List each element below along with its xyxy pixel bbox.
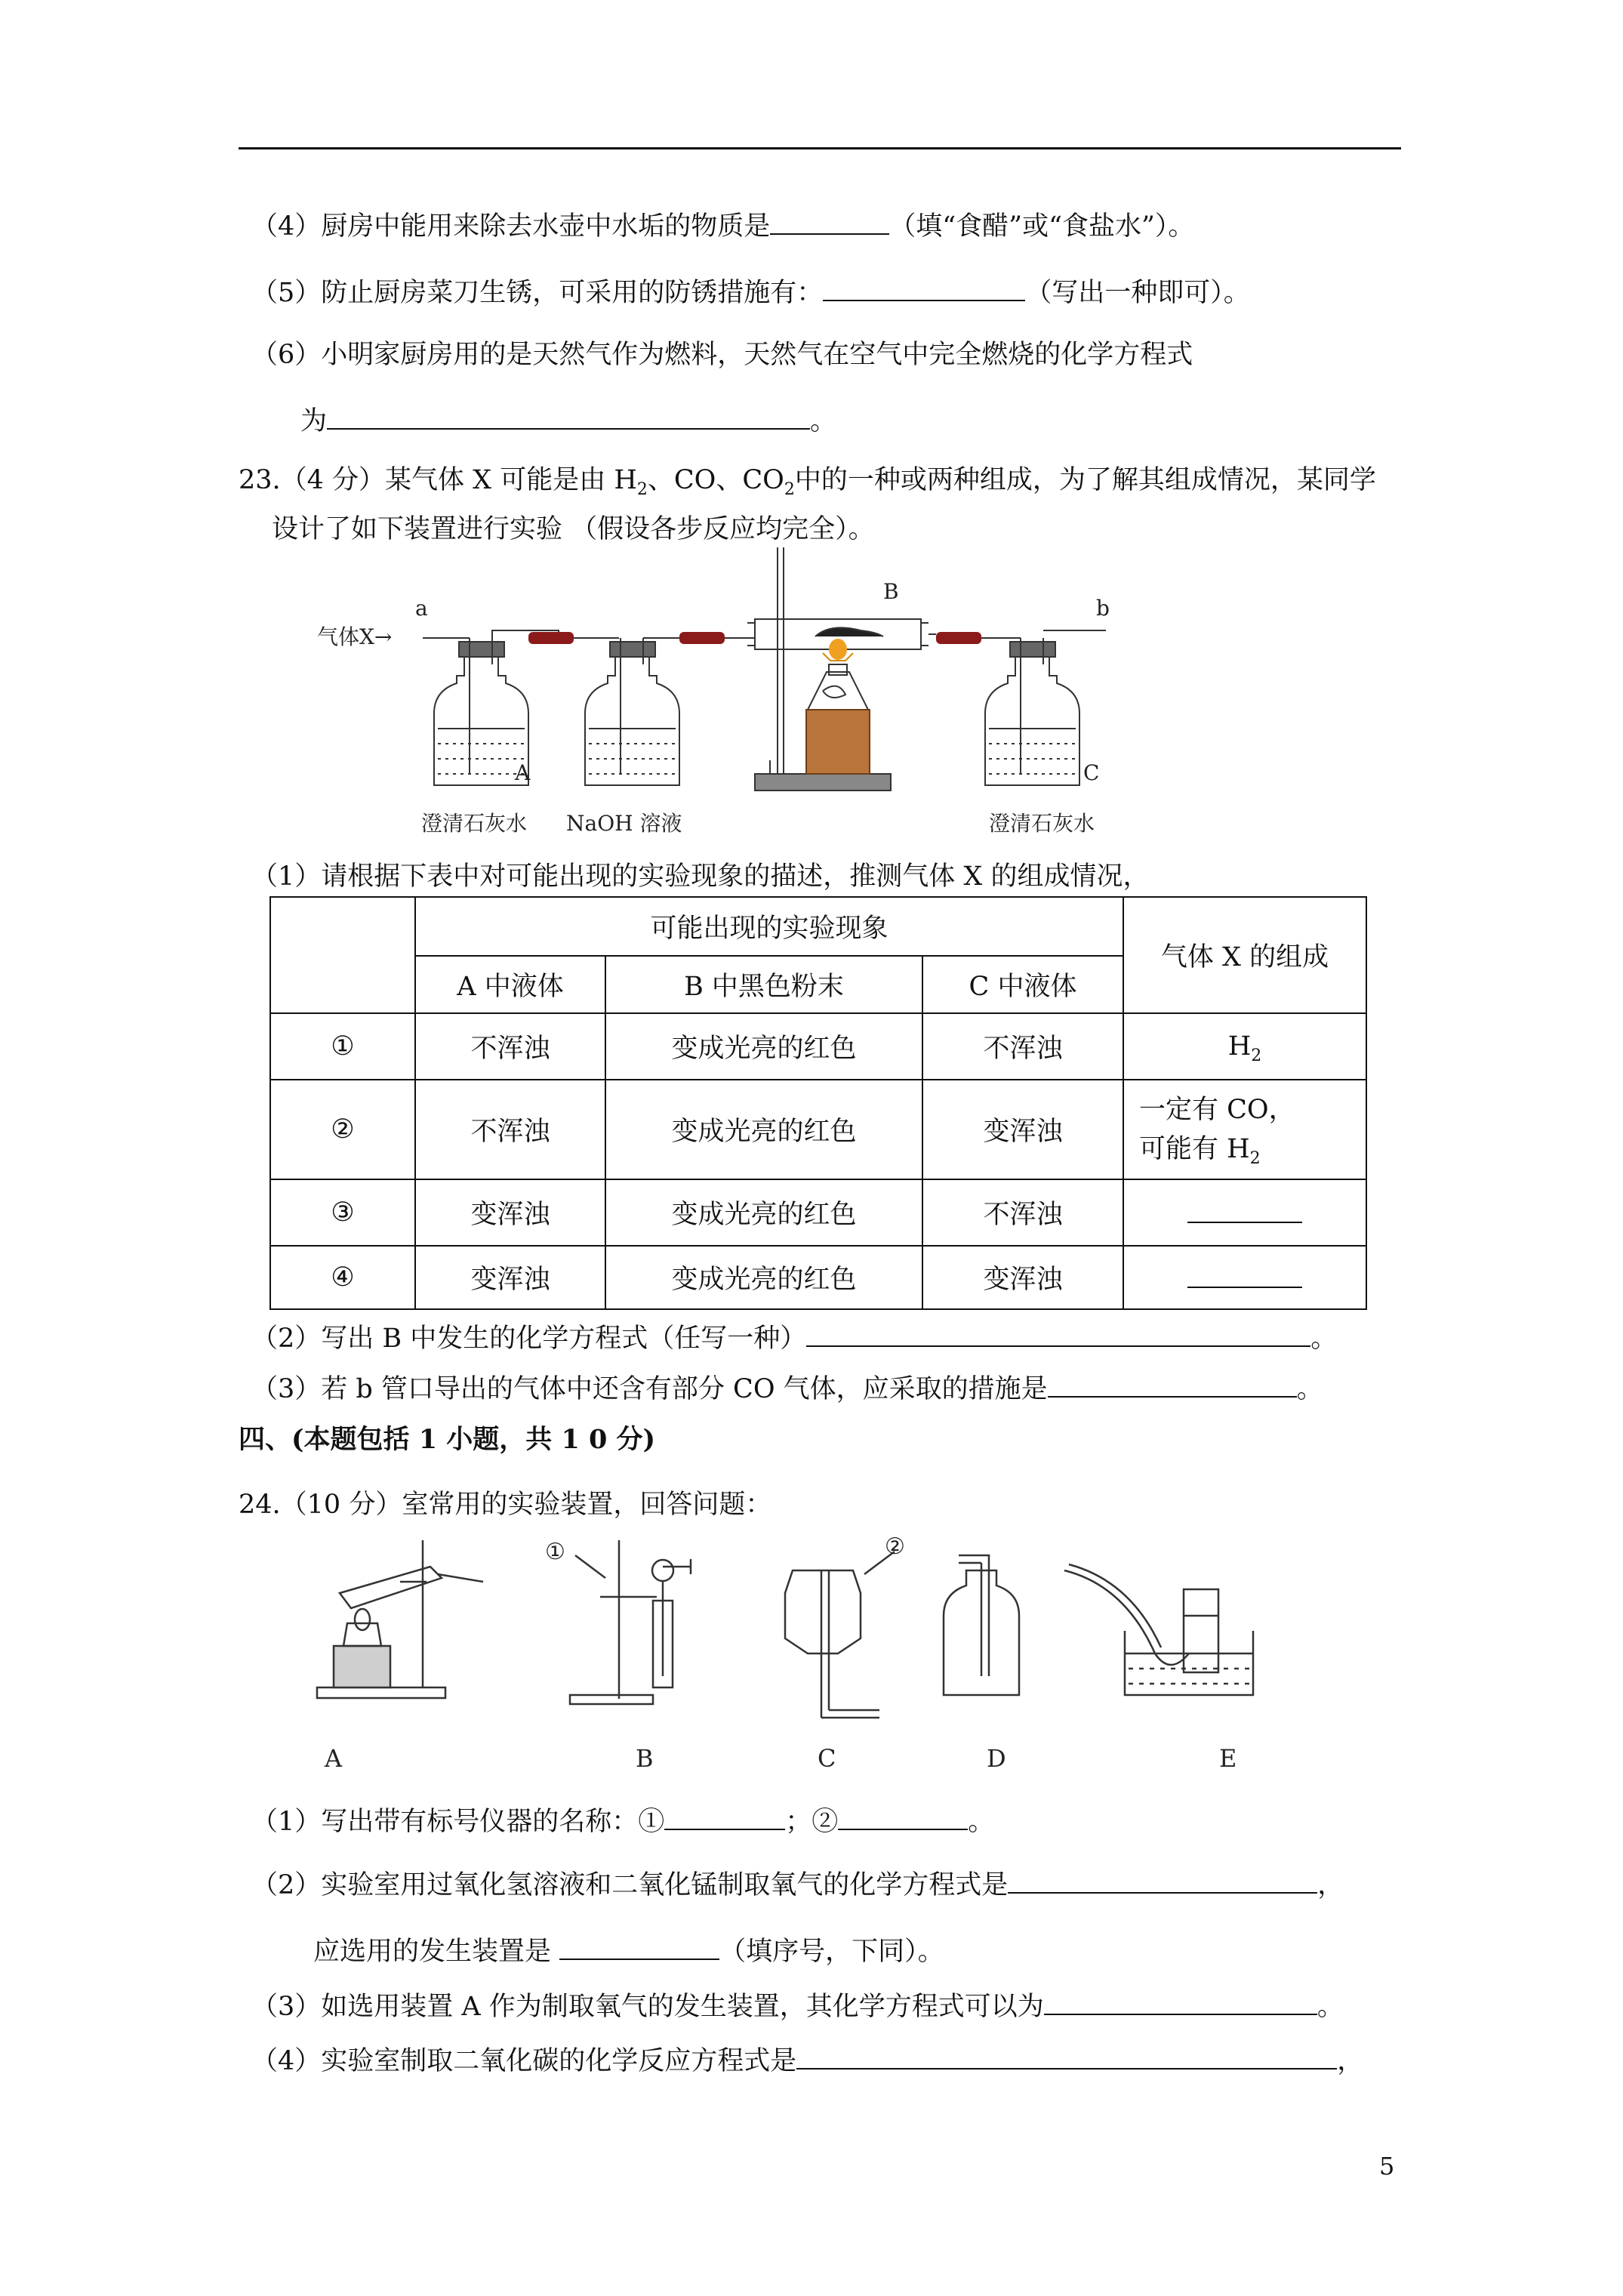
- q22-part4: （4）厨房中能用来除去水壶中水垢的物质是 （填“食醋”或“食盐水”）。: [251, 208, 1194, 244]
- q22-part6-answer: 为 。: [300, 402, 836, 439]
- apparatus-b-label: B: [636, 1744, 654, 1773]
- answer-blank[interactable]: [796, 2042, 1337, 2069]
- q23-part2: （2）写出 B 中发生的化学方程式（任写一种） 。: [251, 1320, 1337, 1356]
- answer-blank[interactable]: [838, 1803, 968, 1830]
- answer-blank[interactable]: [664, 1803, 785, 1830]
- mark-2: ②: [885, 1533, 905, 1560]
- answer-blank[interactable]: [770, 208, 889, 235]
- answer-blank[interactable]: [1008, 1866, 1317, 1894]
- table-row: ② 不浑浊 变成光亮的红色 变浑浊 一定有 CO， 可能有 $H_2$: [270, 1080, 1366, 1179]
- apparatus-c-label: C: [818, 1744, 836, 1773]
- q24-part4: （4）实验室制取二氧化碳的化学反应方程式是 ，: [251, 2042, 1363, 2079]
- q24-part3: （3）如选用装置 A 作为制取氧气的发生装置，其化学方程式可以为 。: [251, 1988, 1344, 2024]
- header-rule: [239, 147, 1401, 149]
- apparatus-d-label: D: [987, 1744, 1006, 1773]
- table-header-b: B 中黑色粉末: [605, 956, 922, 1013]
- q23-stem: 23.（4 分）某气体 X 可能是由 $H_2$、CO、$CO_2$中的一种或两种组成，为了解其组成情况，某同学: [239, 465, 1376, 499]
- section-heading: 四、(本题包括 1 小题，共 1 0 分): [239, 1424, 656, 1455]
- port-b-label: b: [1096, 596, 1110, 621]
- bottle-c-label: C: [1083, 760, 1100, 785]
- experiment-table: [269, 896, 1367, 1310]
- gas-in-label: 气体X→: [317, 624, 393, 649]
- lab-apparatus-figure: [310, 1533, 1306, 1789]
- q23-part3: （3）若 b 管口导出的气体中还含有部分 CO 气体，应采取的措施是 。: [251, 1370, 1323, 1407]
- answer-blank[interactable]: [559, 1933, 719, 1960]
- page-number: 5: [1379, 2152, 1395, 2180]
- bottle-naoh-caption: NaOH 溶液: [566, 811, 682, 836]
- bottle-c-caption: 澄清石灰水: [989, 811, 1095, 836]
- q22-part5: （5）防止厨房菜刀生锈，可采用的防锈措施有： （写出一种即可）。: [251, 274, 1250, 310]
- tube-b-label: B: [883, 579, 899, 604]
- table-header-a: A 中液体: [415, 956, 605, 1013]
- port-a-label: a: [415, 596, 428, 621]
- answer-blank[interactable]: [806, 1320, 1310, 1347]
- bottle-a-label: A: [515, 760, 531, 785]
- composition-cell: 一定有 CO， 可能有 $H_2$: [1123, 1080, 1366, 1179]
- q24-part2-device: 应选用的发生装置是 （填序号，下同）。: [313, 1933, 944, 1969]
- gas-apparatus-diagram: [302, 547, 1132, 849]
- mark-1: ①: [545, 1539, 565, 1565]
- apparatus-e-label: E: [1219, 1744, 1237, 1773]
- composition-answer-cell[interactable]: [1123, 1179, 1366, 1246]
- table-header-c: C 中液体: [922, 956, 1123, 1013]
- q23-part1: （1）请根据下表中对可能出现的实验现象的描述，推测气体 X 的组成情况，: [251, 861, 1150, 892]
- q24-part1: （1）写出带有标号仪器的名称：① ；② 。: [251, 1803, 994, 1839]
- apparatus-a-label: A: [325, 1744, 343, 1773]
- table-row: ④ 变浑浊 变成光亮的红色 变浑浊: [270, 1246, 1366, 1309]
- answer-blank[interactable]: [327, 402, 810, 430]
- q23-stem-line2: 设计了如下装置进行实验 （假设各步反应均完全）。: [272, 514, 875, 544]
- q24-stem: 24.（10 分）室常用的实验装置，回答问题：: [239, 1490, 772, 1520]
- answer-blank[interactable]: [823, 274, 1025, 301]
- bottle-a-caption: 澄清石灰水: [421, 811, 528, 836]
- answer-blank[interactable]: [1044, 1988, 1317, 2015]
- composition-cell: $H_2$: [1123, 1013, 1366, 1080]
- composition-answer-cell[interactable]: [1123, 1246, 1366, 1309]
- q24-part2: （2）实验室用过氧化氢溶液和二氧化锰制取氧气的化学方程式是 ，: [251, 1866, 1344, 1903]
- table-group-header: 可能出现的实验现象: [415, 897, 1123, 956]
- q22-part6: （6）小明家厨房用的是天然气作为燃料，天然气在空气中完全燃烧的化学方程式: [251, 340, 1193, 370]
- table-corner-cell: [270, 897, 415, 1013]
- answer-blank[interactable]: [1048, 1370, 1297, 1398]
- table-row: ③ 变浑浊 变成光亮的红色 不浑浊: [270, 1179, 1366, 1246]
- table-header-composition: 气体 X 的组成: [1123, 897, 1366, 1013]
- table-row: ① 不浑浊 变成光亮的红色 不浑浊 $H_2$: [270, 1013, 1366, 1080]
